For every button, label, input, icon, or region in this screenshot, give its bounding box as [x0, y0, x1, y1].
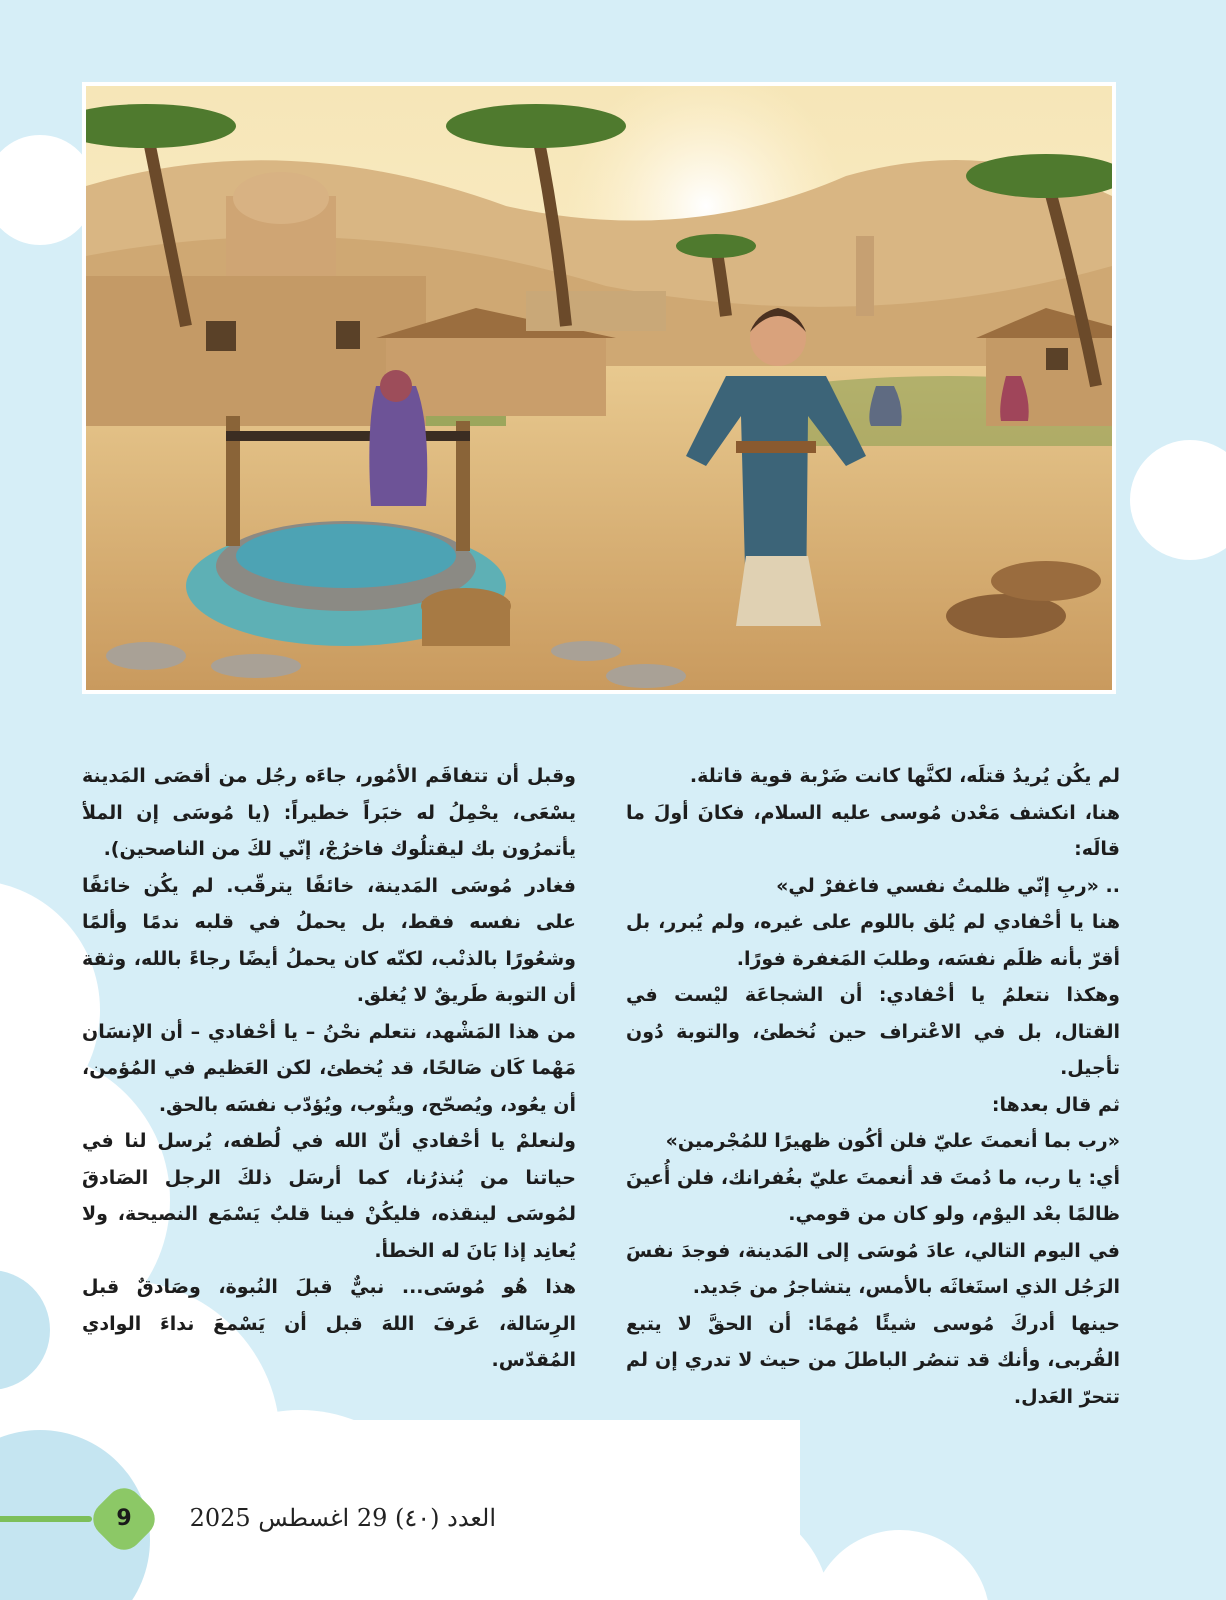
paragraph: لم يكُن يُريدُ قتلَه، لكنَّها كانت ضَرْبة قوية قاتلة.	[689, 765, 1120, 787]
footer-accent-line	[0, 1516, 92, 1522]
paragraph: من هذا المَشْهد، نتعلم نحْنُ – يا أحْفادي – أن الإنسَان مَهْما كَان صَالحًا، قد يُخطئ، لكن العَظيم في المُؤمن، أن يعُود، ويُصحّح، ويتُوب، ويُؤدّب نفسَه بالحق.	[82, 1020, 576, 1116]
paragraph: وقبل أن تتفاقَم الأمُور، جاءَه رجُل من أقصَى المَدينة يسْعَى، يحْمِلُ له خبَراً خطيراً: (يا مُوسَى إن الملأ يأتمرُون بك ليقتلُوك فاخرُجْ، إنّي لكَ من الناصحين).	[82, 765, 576, 860]
issue-info: العدد (٤٠) 29 اغسطس 2025	[189, 1504, 496, 1532]
story-illustration	[82, 82, 1116, 694]
well-scene-image	[86, 86, 1112, 690]
paragraph: وهكذا نتعلمُ يا أحْفادي: أن الشجاعَة ليْست في القتال، بل في الاعْتراف حين نُخطئ، والتوبة دُون تأجيل.	[626, 984, 1120, 1079]
paragraph: فغادر مُوسَى المَدينة، خائفًا يترقّب. لم يكُن خائفًا على نفسه فقط، بل يحملُ في قلبه ندمًا وألمًا وشعُورًا بالذنْب، لكنّه كان يحملُ أيضًا رجاءً بالله، وثقة أن التوبة طَريقٌ لا يُغلق.	[82, 874, 576, 1006]
paragraph: حينها أدركَ مُوسى شيئًا مُهمًا: أن الحقَّ لا يتبع القُربى، وأنك قد تنصُر الباطلَ من حيث لا تدري إن لم تتحرّ العَدل.	[626, 1312, 1120, 1408]
paragraph: ثم قال بعدها:	[991, 1093, 1120, 1116]
paragraph: هنا يا أحْفادي لم يُلق باللوم على غيره، ولم يُبرر، بل أقرّ بأنه ظلَم نفسَه، وطلبَ المَغفرة فورًا.	[626, 911, 1120, 970]
paragraph: في اليوم التالي، عادَ مُوسَى إلى المَدينة، فوجدَ نفسَ الرَجُل الذي استَغاثَه بالأمس، يتشاجرُ من جَديد.	[626, 1239, 1120, 1298]
quran-verse: «رب بما أنعمتَ عليّ فلن أكُون ظهيرًا للمُجْرمين»	[665, 1130, 1120, 1152]
paragraph: هنا، انكشف مَعْدن مُوسى عليه السلام، فكانَ أولَ ما قالَه:	[626, 801, 1120, 860]
paragraph: أي: يا رب، ما دُمتَ قد أنعمتَ عليّ بغُفرانك، فلن أُعينَ ظالمًا بعْد اليوْم، ولو كان من قومي.	[626, 1166, 1120, 1225]
page-number: 9	[116, 1506, 132, 1531]
paragraph: هذا هُو مُوسَى... نبيٌّ قبلَ النُبوة، وصَادقٌ قبل الرِسَالة، عَرفَ اللهَ قبل أن يَسْمعَ نداءَ الوادي المُقدّس.	[82, 1276, 576, 1371]
quran-verse: .. «ربِ إنّي ظلمتُ نفسي فاغفرْ لي»	[776, 874, 1120, 897]
article-column-right	[626, 758, 1120, 1415]
article-column-left	[82, 758, 576, 1379]
paragraph: ولنعلمْ يا أحْفادي أنّ الله في لُطفه، يُرسل لنا في حياتنا من يُنذرُنا، كما أرسَل ذلكَ الرجل الصَادقَ لمُوسَى لينقذه، فليكُنْ فينا قلبٌ يَسْمَع النصيحة، ولا يُعانِد إذا بَانَ له الخطأ.	[82, 1130, 576, 1262]
